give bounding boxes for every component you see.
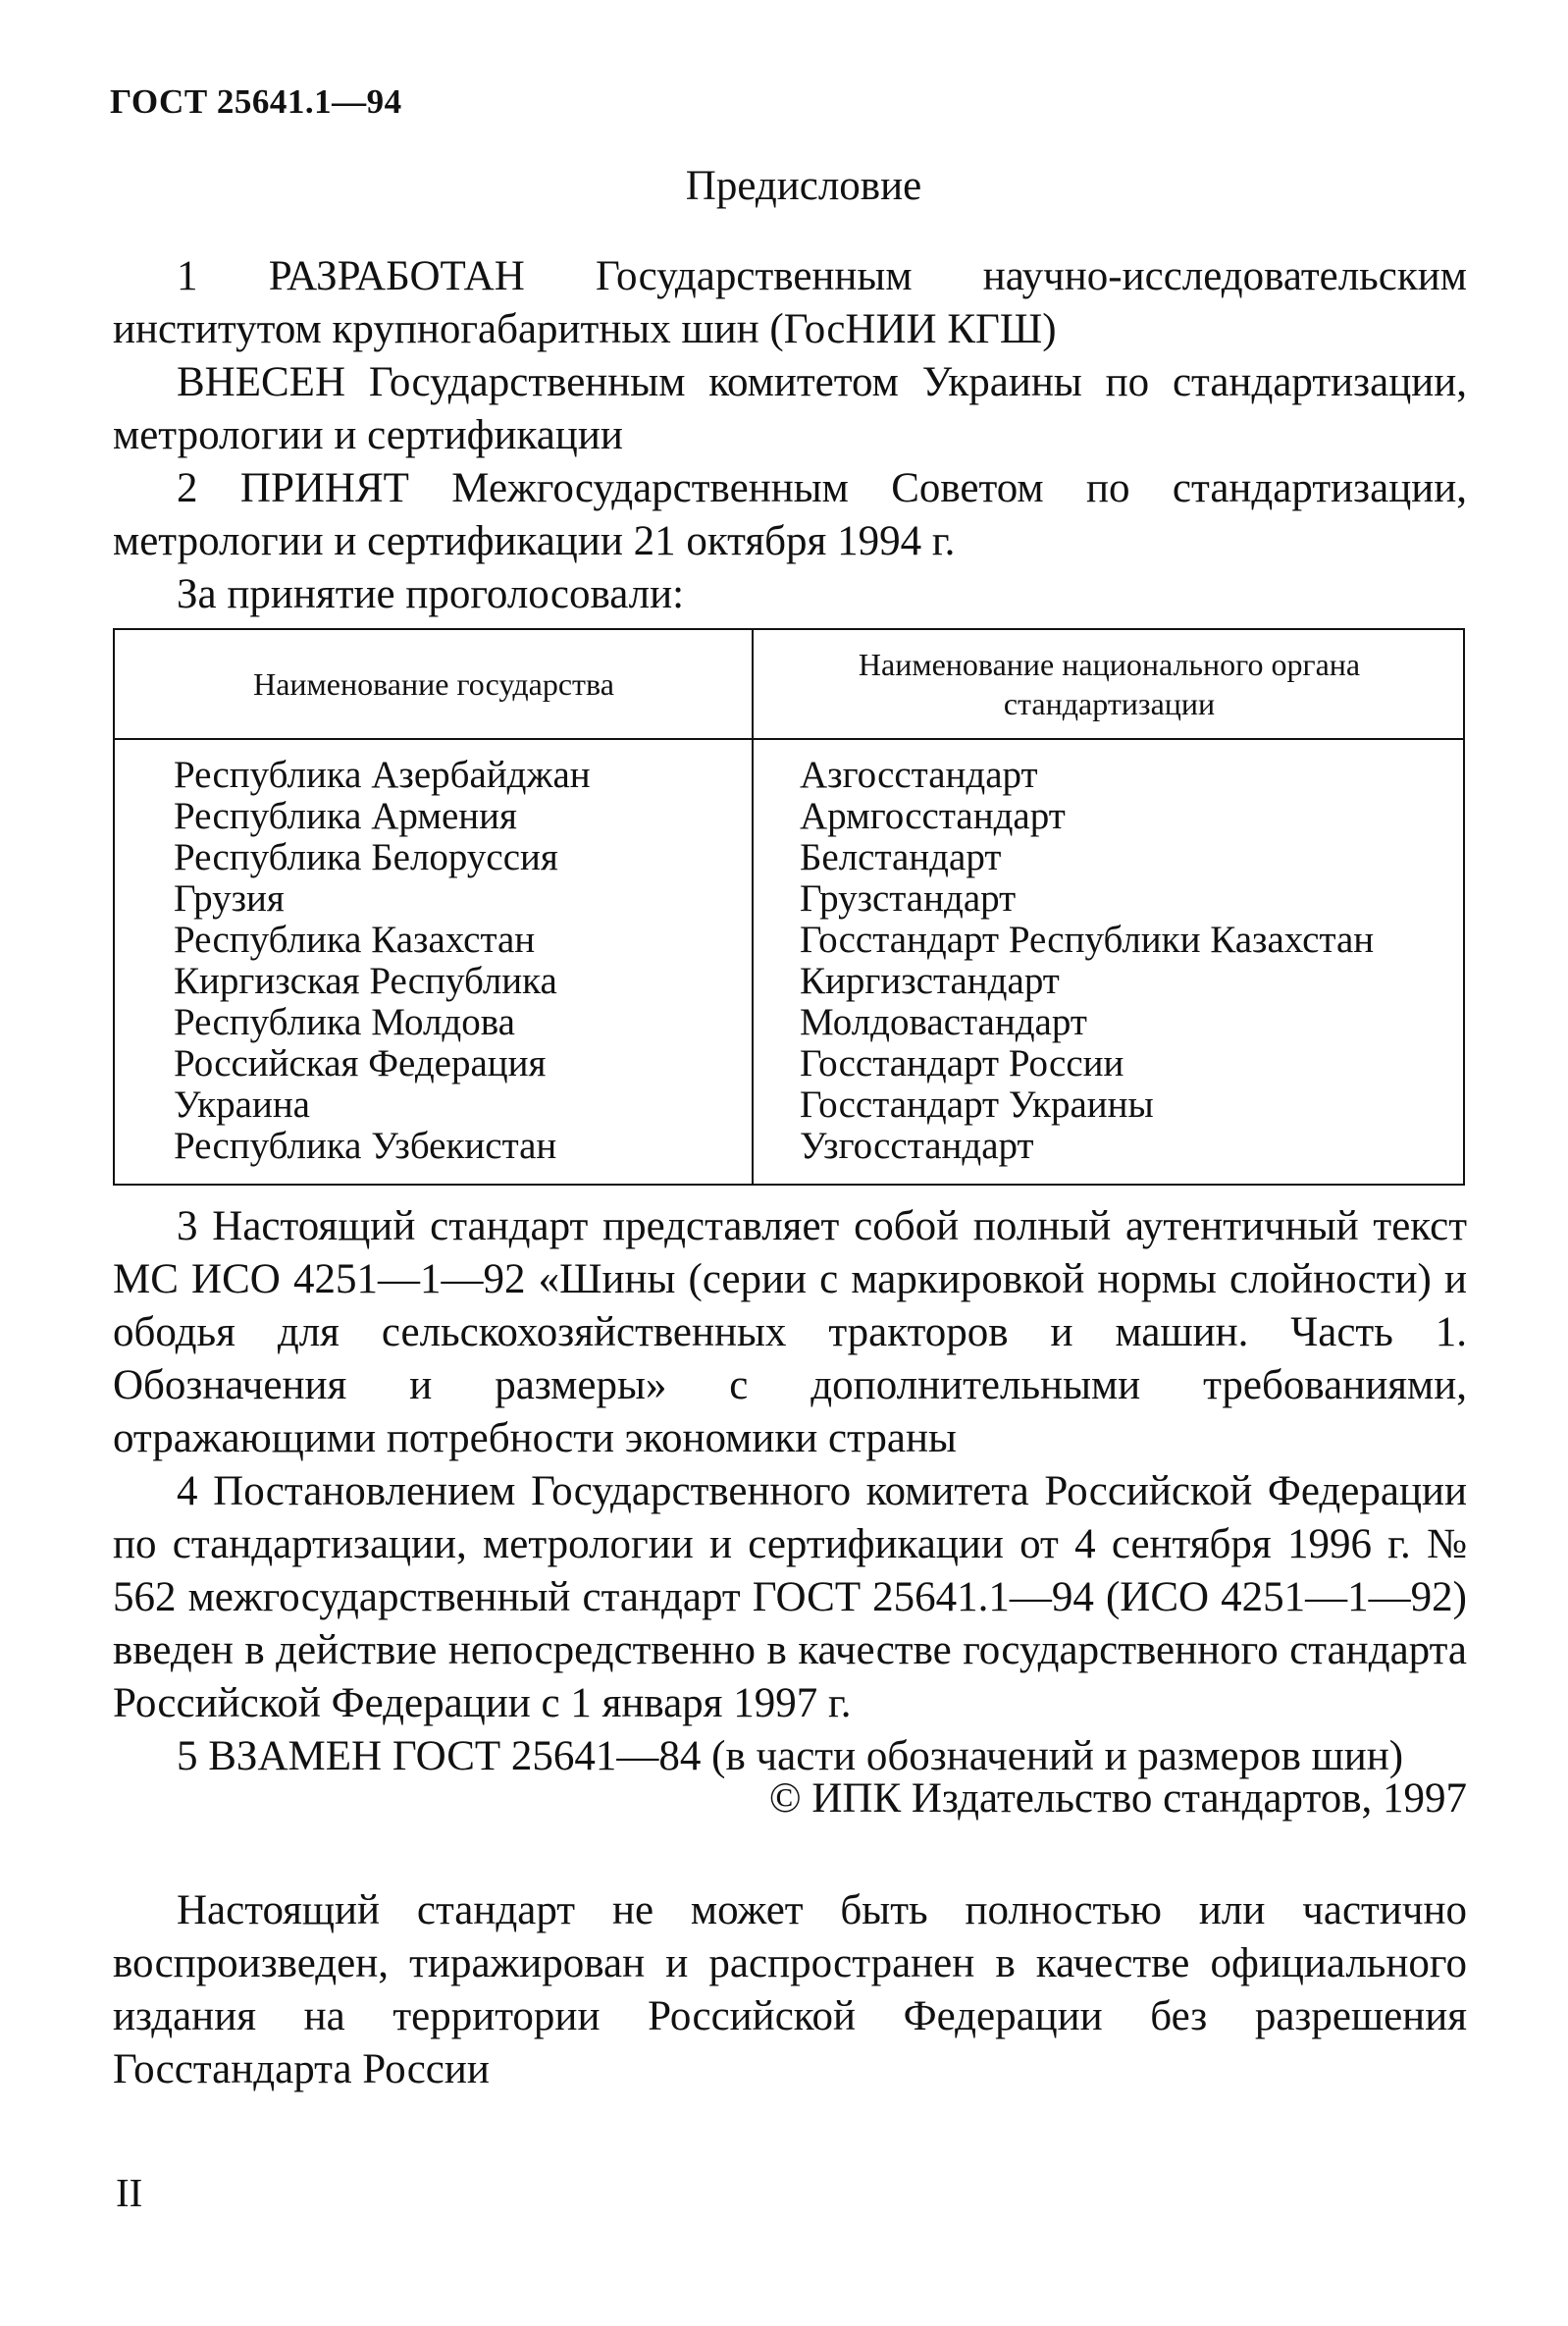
paragraph-voted-for: За принятие проголосовали: (177, 571, 685, 617)
standards-bodies-column (800, 755, 1374, 1167)
paragraph-developed-by: 1 РАЗРАБОТАН Государственным научно-исследовательским институтом крупногабаритных шин (ГосНИИ КГШ) (113, 253, 1467, 352)
table-cell-standards-body: Госстандарт Республики Казахстан (800, 919, 1375, 961)
table-header-divider (115, 738, 1463, 740)
table-cell-state: Республика Армения (174, 795, 517, 837)
paragraph-decree: 4 Постановлением Государственного комитета Российской Федерации по стандартизации, метрологии и сертификации от 4 сентября 1996 г. № 562 межгосударственный стандарт ГОСТ 25641.1—94 (ИСО 4251—1—92) введен в действие непосредственно в качестве государственного стандарта Российской Федерации с 1 января 1997 г. (113, 1468, 1467, 1726)
table-cell-state: Киргизская Республика (174, 960, 557, 1002)
table-cell-standards-body: Армгосстандарт (800, 795, 1066, 837)
table-header-standards-body: Наименование национального органа стандартизации (858, 647, 1361, 721)
table-cell-standards-body: Молдовастандарт (800, 1001, 1087, 1043)
paragraph-authentic-text: 3 Настоящий стандарт представляет собой полный аутентичный текст МС ИСО 4251—1—92 «Шины (серии с маркировкой нормы слойности) и ободья для сельскохозяйственных тракторов и машин. Часть 1. Обозначения и размеры» с дополнительными требованиями, отражающими потребности экономики страны (113, 1203, 1467, 1461)
states-column (174, 755, 591, 1167)
reproduction-notice: Настоящий стандарт не может быть полностью или частично воспроизведен, тиражирован и распространен в качестве официального издания на территории Российской Федерации без разрешения Госстандарта России (113, 1887, 1467, 2092)
voting-states-table (113, 628, 1465, 1186)
table-cell-state: Российская Федерация (174, 1042, 547, 1084)
copyright-line: © ИПК Издательство стандартов, 1997 (768, 1775, 1467, 1822)
table-header-state: Наименование государства (253, 666, 614, 702)
table-cell-state: Республика Белоруссия (174, 836, 558, 878)
document-code-header: ГОСТ 25641.1—94 (110, 82, 402, 121)
table-cell-standards-body: Белстандарт (800, 836, 1002, 878)
table-cell-standards-body: Узгосстандарт (800, 1125, 1034, 1167)
table-cell-standards-body: Грузстандарт (800, 877, 1017, 920)
table-cell-state: Республика Азербайджан (174, 754, 591, 796)
table-cell-standards-body: Госстандарт Украины (800, 1084, 1154, 1126)
table-cell-state: Республика Узбекистан (174, 1125, 557, 1167)
foreword-section-2 (113, 1200, 1467, 1783)
table-cell-state: Республика Молдова (174, 1001, 515, 1043)
page-number: II (116, 2170, 143, 2215)
table-cell-state: Украина (174, 1084, 310, 1126)
paragraph-replaces: 5 ВЗАМЕН ГОСТ 25641—84 (в части обозначений и размеров шин) (177, 1733, 1404, 1779)
table-cell-standards-body: Госстандарт России (800, 1042, 1124, 1084)
table-cell-standards-body: Азгосстандарт (800, 754, 1038, 796)
table-cell-state: Республика Казахстан (174, 919, 536, 961)
paragraph-submitted-by: ВНЕСЕН Государственным комитетом Украины по стандартизации, метрологии и сертификации (113, 359, 1467, 458)
table-cell-state: Грузия (174, 877, 285, 920)
page-title: Предисловие (685, 163, 922, 209)
paragraph-adopted-by: 2 ПРИНЯТ Межгосударственным Советом по стандартизации, метрологии и сертификации 21 октября 1994 г. (113, 465, 1467, 564)
table-cell-standards-body: Киргизстандарт (800, 960, 1060, 1002)
foreword-section-1 (113, 250, 1467, 621)
